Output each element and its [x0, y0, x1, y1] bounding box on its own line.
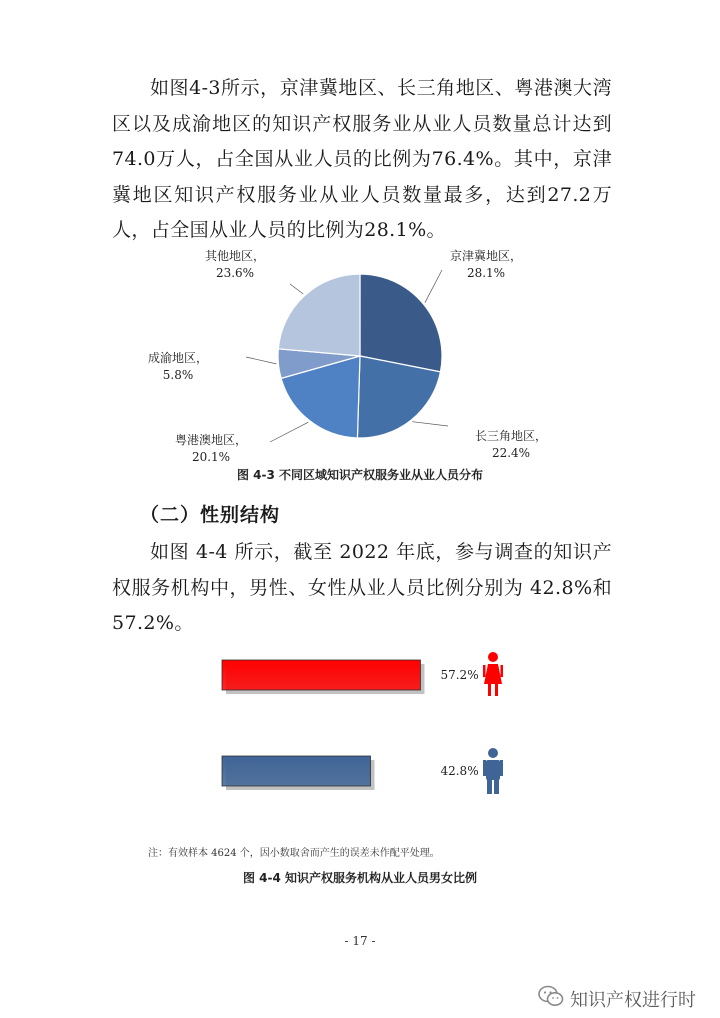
pie-category-label: 长三角地区， [475, 429, 548, 443]
pie-label-3 [175, 432, 247, 466]
female-icon [483, 652, 503, 696]
pie-label-2 [475, 428, 547, 462]
region-pie-chart [150, 240, 570, 472]
figure-4-4-caption: 图 4-4 知识产权服务机构从业人员男女比例 [242, 871, 478, 885]
wechat-watermark [538, 985, 696, 1012]
intro-paragraph: 如图4-3所示，京津冀地区、长三角地区、粤港澳大湾区以及成渝地区的知识产权服务业从业人员数量总计达到74.0万人，占全国从业人员的比例为76.4%。其中，京津冀地区知识产权服务业从业人员数量最多，达到27.2万人，占全国从业人员的比例为28.1%。 [112, 77, 612, 241]
pie-label-4 [148, 350, 208, 384]
gender-paragraph: 如图 4-4 所示，截至 2022 年底，参与调查的知识产权服务机构中，男性、女性从业人员比例分别为 42.8%和 57.2%。 [112, 541, 612, 634]
pie-leader-line-3 [270, 422, 308, 442]
pie-leader-line-1 [425, 270, 442, 303]
page-number: - 17 - [344, 934, 376, 948]
pie-value-label: 22.4% [491, 446, 531, 460]
gender-bar-chart [200, 640, 540, 800]
pie-value-label: 20.1% [191, 450, 231, 464]
pie-slice-1 [360, 274, 442, 372]
wechat-icon [538, 985, 564, 1012]
male-bar [222, 756, 371, 786]
pie-leader-line-4 [246, 357, 276, 364]
watermark-text: 知识产权进行时 [570, 989, 696, 1011]
pie-label-5 [205, 248, 265, 282]
male-icon [483, 748, 503, 794]
pie-value-label: 28.1% [466, 266, 506, 280]
bar-svg [200, 640, 540, 800]
section-heading: （二）性别结构 [140, 504, 281, 526]
male-bar-value: 42.8% [440, 764, 479, 778]
pie-value-label: 23.6% [215, 266, 255, 280]
female-bar-value: 57.2% [440, 668, 479, 682]
pie-category-label: 京津冀地区， [450, 249, 523, 263]
pie-category-label: 其他地区， [205, 249, 266, 263]
pie-leader-line-5 [290, 284, 303, 294]
pie-category-label: 成渝地区， [148, 351, 209, 365]
pie-leader-line-2 [412, 422, 448, 426]
pie-label-1 [450, 248, 522, 282]
figure-note: 注：有效样本 4624 个，因小数取舍而产生的误差未作配平处理。 [148, 848, 440, 859]
female-bar [222, 660, 420, 690]
figure-4-3-caption: 图 4-3 不同区域知识产权服务业从业人员分布 [236, 468, 484, 482]
pie-category-label: 粤港澳地区， [175, 433, 248, 447]
pie-value-label: 5.8% [162, 368, 194, 382]
pie-slice-5 [278, 274, 360, 356]
